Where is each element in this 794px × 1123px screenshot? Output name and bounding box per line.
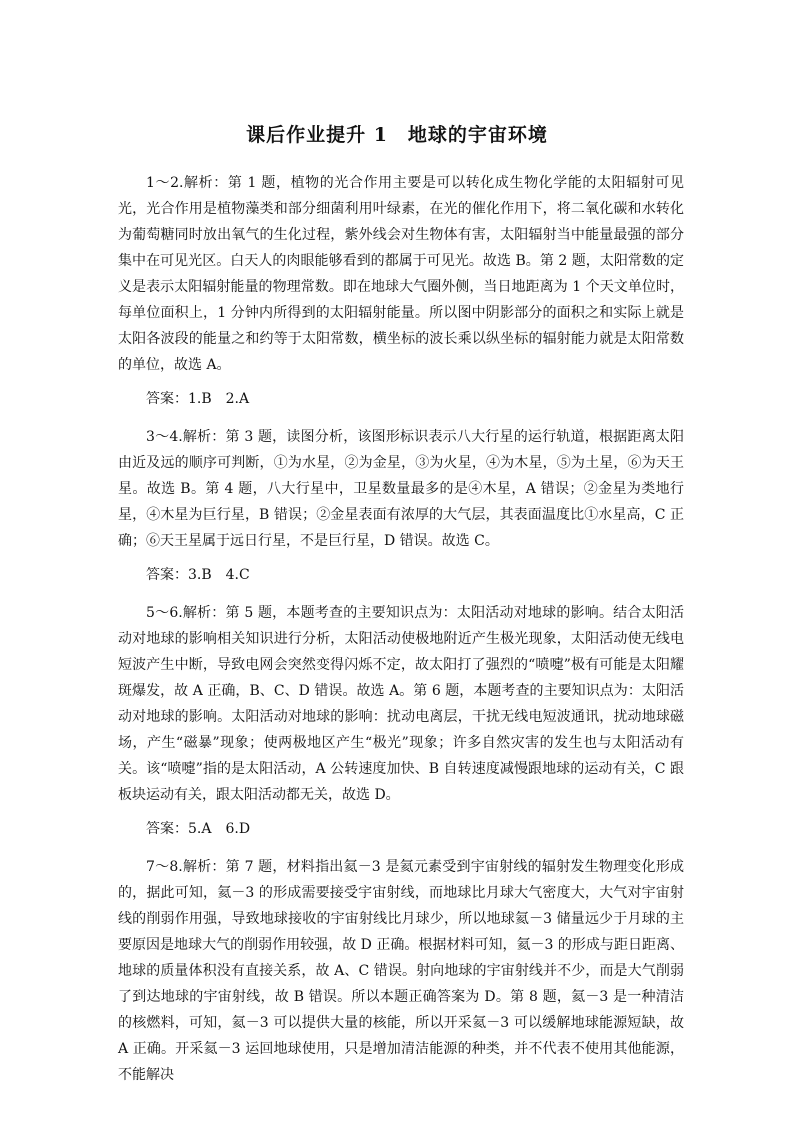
answer-line-3-4: 答案：3.B 4.C xyxy=(146,567,250,583)
analysis-paragraph-7-8: 7～8.解析：第 7 题，材料指出氦－3 是氦元素受到宇宙射线的辐射发生物理变化形成的，据此可知，氦－3 的形成需要接受宇宙射线，而地球比月球大气密度大，大气对宇宙射线的削弱作用强，导致地球接收的宇宙射线比月球少，所以地球氦－3 储量远少于月球的主要原因是地球大气的削弱作用较强，故 D 正确。根据材料可知，氦－3 的形成与距日距离、地球的质量体积没有直接关系，故 A、C 错误。射向地球的宇宙射线并不少，而是大气削弱了到达地球的宇宙射线，故 B 错误。所以本题正确答案为 D。第 8 题，氦－3 是一种清洁的核燃料，可知，氦－3 可以提供大量的核能，所以开采氦－3 可以缓解地球能源短缺，故 A 正确。开采氦－3 运回地球使用，只是增加清洁能源的种类，并不代表不使用其他能源，不能解决 xyxy=(118,859,684,1083)
page-title: 课后作业提升 1 地球的宇宙环境 xyxy=(246,124,548,146)
page-bottom-margin xyxy=(0,1095,794,1123)
analysis-paragraph-5-6: 5～6.解析：第 5 题，本题考查的主要知识点为：太阳活动对地球的影响。结合太阳活动对地球的影响相关知识进行分析，太阳活动使极地附近产生极光现象，太阳活动使无线电短波产生中断，导致电网会突然变得闪烁不定，故太阳打了强烈的“喷嚏”极有可能是太阳耀斑爆发，故 A 正确，B、C、D 错误。故选 A。第 6 题，本题考查的主要知识点为：太阳活动对地球的影响。太阳活动对地球的影响：扰动电离层，干扰无线电短波通讯，扰动地球磁场，产生“磁暴”现象；使两极地区产生“极光”现象；许多自然灾害的发生也与太阳活动有关。该“喷嚏”指的是太阳活动，A 公转速度加快、B 自转速度减慢跟地球的运动有关，C 跟板块运动有关，跟太阳活动都无关，故选 D。 xyxy=(118,605,684,803)
analysis-paragraph-3-4: 3～4.解析：第 3 题，读图分析，该图形标识表示八大行星的运行轨道，根据距离太阳由近及远的顺序可判断，①为水星，②为金星，③为火星，④为木星，⑤为土星，⑥为天王星。故选 B。第 4 题，八大行星中，卫星数量最多的是④木星，A 错误；②金星为类地行星，④木星为巨行星，B 错误；②金星表面有浓厚的大气层，其表面温度比①水星高，C 正确；⑥天王星属于远日行星，不是巨行星，D 错误。故选 C。 xyxy=(118,429,684,549)
answer-line-1-2: 答案：1.B 2.A xyxy=(146,391,250,407)
answer-line-5-6: 答案：5.A 6.D xyxy=(146,821,251,837)
analysis-paragraph-1-2: 1～2.解析：第 1 题，植物的光合作用主要是可以转化成生物化学能的太阳辐射可见光，光合作用是植物藻类和部分细菌利用叶绿素，在光的催化作用下，将二氧化碳和水转化为葡萄糖同时放出氧气的生化过程，紫外线会对生物体有害，太阳辐射当中能量最强的部分集中在可见光区。白天人的肉眼能够看到的都属于可见光。故选 B。第 2 题，太阳常数的定义是表示太阳辐射能量的物理常数。即在地球大气圈外侧，当日地距离为 1 个天文单位时，每单位面积上，1 分钟内所得到的太阳辐射能量。所以图中阴影部分的面积之和实际上就是太阳各波段的能量之和约等于太阳常数，横坐标的波长乘以纵坐标的辐射能力就是太阳常数的单位，故选 A。 xyxy=(118,175,684,373)
document-body xyxy=(118,170,684,1088)
